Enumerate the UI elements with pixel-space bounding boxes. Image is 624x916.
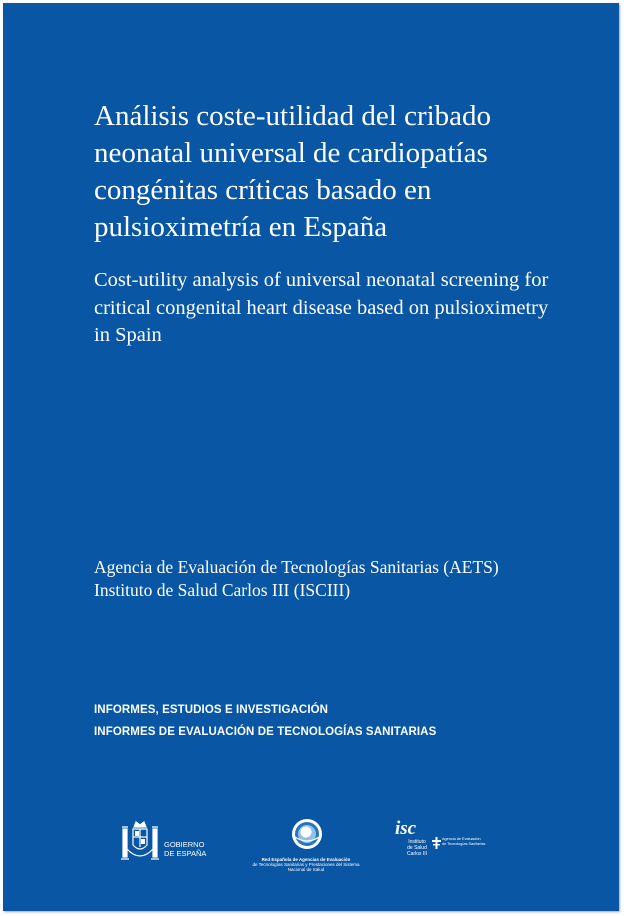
gobierno-text: GOBIERNO DE ESPAÑA <box>164 840 207 858</box>
gobierno-espana-logo <box>119 819 207 872</box>
aets-cross-icon <box>432 837 441 849</box>
series-block <box>94 699 594 743</box>
agency-isciii: Instituto de Salud Carlos III (ISCIII) <box>94 580 351 600</box>
isciii-name: Instituto de Salud Carlos III <box>406 839 427 857</box>
report-subtitle-english: Cost-utility analysis of universal neonatal screening for critical congenital heart disease based on pulsioximetry in Spain <box>94 269 549 346</box>
red-agencias-globe-icon <box>290 817 324 851</box>
report-title: Análisis coste-utilidad del cribado neonatal universal de cardiopatías congénitas críticas basado en pulsioximetría en España <box>94 100 492 243</box>
isciii-logo-icon: isc <box>395 818 417 839</box>
logos-strip <box>3 815 619 885</box>
red-agencias-text: Red Española de Agencias de Evaluación de Tecnologías Sanitarias y Prestaciones del Sistema Nacional de Salud <box>252 857 360 872</box>
agency-aets: Agencia de Evaluación de Tecnologías Sanitarias (AETS) <box>94 557 499 577</box>
aets-text: Agencia de Evaluación de Tecnologías Sanitarias <box>442 837 486 846</box>
coat-of-arms-icon <box>119 819 161 867</box>
report-cover <box>3 3 619 911</box>
series-line-1: INFORMES, ESTUDIOS E INVESTIGACIÓN <box>94 704 329 716</box>
agencies-block <box>94 556 594 602</box>
series-line-2: INFORMES DE EVALUACIÓN DE TECNOLOGÍAS SANITARIAS <box>94 726 437 738</box>
